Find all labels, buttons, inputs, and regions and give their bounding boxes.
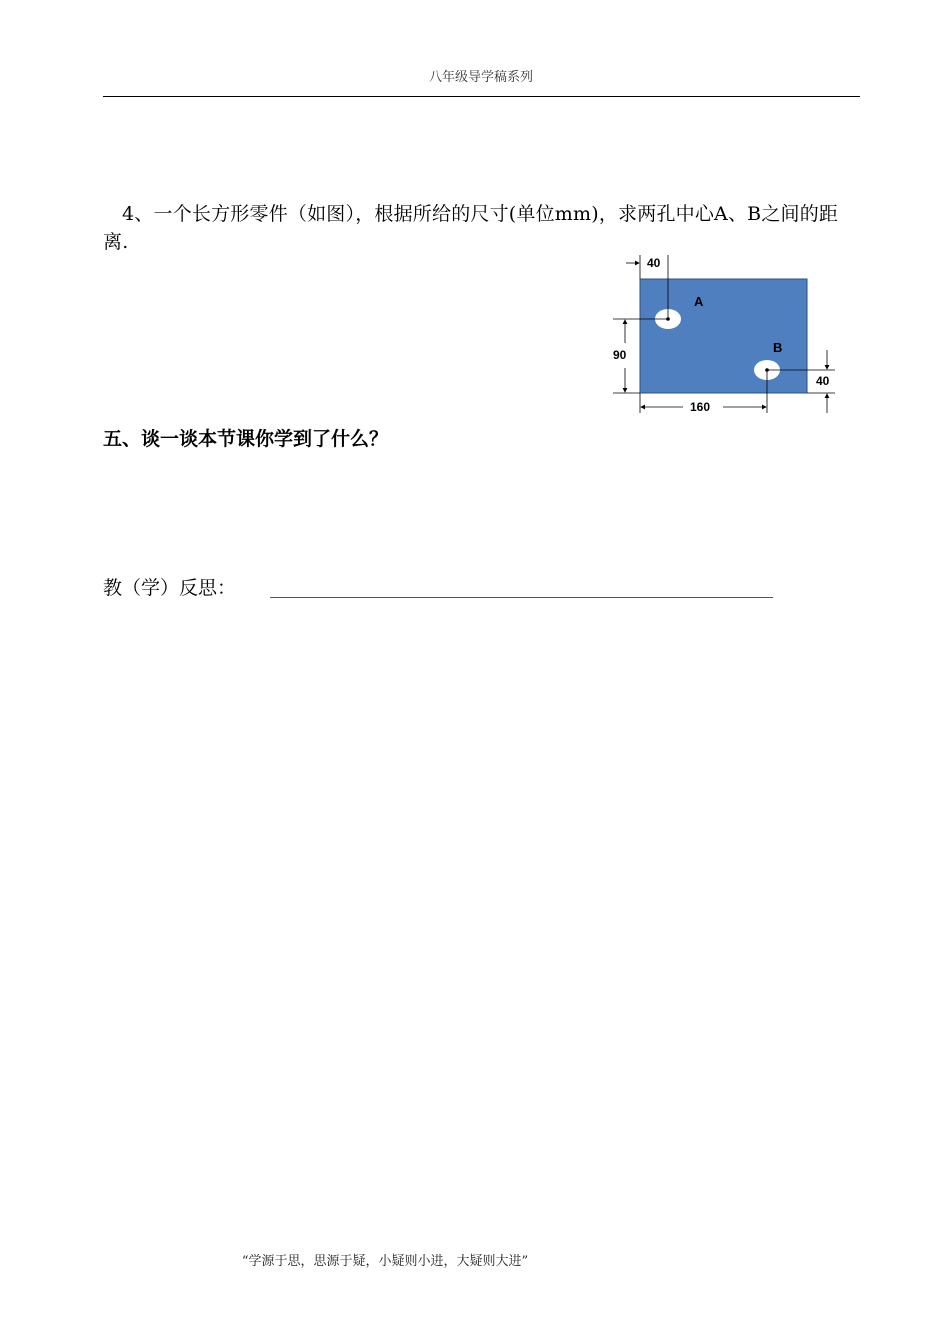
section-five-title: 五、谈一谈本节课你学到了什么？ bbox=[103, 428, 389, 450]
point-b-label: B bbox=[773, 340, 783, 355]
reflection-answer-line bbox=[270, 597, 773, 598]
dim-bottom-label: 160 bbox=[690, 400, 711, 414]
page-header-title: 八年级导学稿系列 bbox=[428, 70, 533, 85]
page-footer-quote: “学源于思，思源于疑，小疑则小进，大疑则大进” bbox=[241, 1254, 529, 1269]
point-a-label: A bbox=[694, 294, 704, 309]
part-diagram bbox=[605, 250, 845, 420]
reflection-label: 教（学）反思： bbox=[103, 577, 237, 599]
problem-4-text: 4、一个长方形零件（如图），根据所给的尺寸(单位mm)，求两孔中心A、B之间的距离. bbox=[103, 203, 839, 253]
dim-right-label: 40 bbox=[816, 374, 830, 388]
dim-left-label: 90 bbox=[613, 348, 627, 362]
rectangular-plate bbox=[640, 279, 807, 393]
dim-top-label: 40 bbox=[647, 256, 661, 270]
header-divider bbox=[103, 96, 860, 97]
